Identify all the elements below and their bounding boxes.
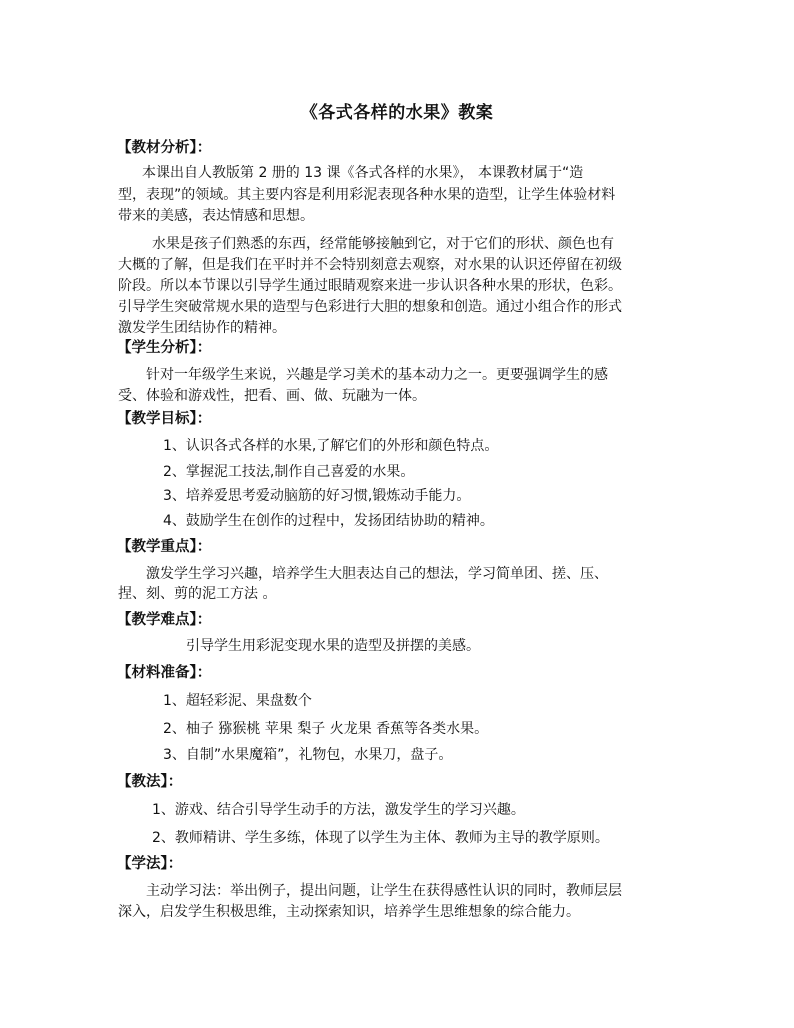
page-title: 《各式各样的水果》教案 — [300, 103, 494, 123]
list-item: 3、自制”水果魔箱”，礼物包，水果刀，盘子。 — [163, 747, 453, 763]
paragraph-line: 激发学生团结协作的精神。 — [118, 320, 286, 336]
paragraph-line: 大概的了解，但是我们在平时并不会特别刻意去观察，对水果的认识还停留在初级 — [118, 257, 622, 273]
paragraph-line: 引导学生突破常规水果的造型与色彩进行大胆的想象和创造。通过小组合作的形式 — [118, 299, 622, 315]
paragraph-line: 受、体验和游戏性，把看、画、做、玩融为一体。 — [118, 388, 426, 404]
heading-materials: 【材料准备】： — [117, 665, 212, 681]
heading-textbook-analysis: 【教材分析】： — [117, 140, 212, 156]
paragraph-line: 引导学生用彩泥变现水果的造型及拼摆的美感。 — [186, 638, 480, 654]
list-item: 1、超轻彩泥、果盘数个 — [163, 693, 312, 709]
paragraph-line: 阶段。所以本节课以引导学生通过眼睛观察来进一步认识各种水果的形状，色彩。 — [118, 278, 622, 294]
heading-teaching-method: 【教法】： — [117, 774, 183, 790]
paragraph-line: 深入，启发学生积极思维，主动探索知识，培养学生思维想象的综合能力。 — [118, 904, 580, 920]
list-item: 4、鼓励学生在创作的过程中，发扬团结协助的精神。 — [163, 513, 494, 529]
heading-teaching-goals: 【教学目标】： — [117, 411, 212, 427]
paragraph-line: 主动学习法：举出例子，提出问题，让学生在获得感性认识的同时，教师层层 — [146, 883, 622, 899]
list-item: 1、游戏、结合引导学生动手的方法，激发学生的学习兴趣。 — [152, 802, 525, 818]
list-item: 2、掌握泥工技法,制作自己喜爱的水果。 — [163, 464, 415, 480]
paragraph-line: 捏、刻、剪的泥工方法 。 — [118, 586, 277, 602]
list-item: 1、认识各式各样的水果,了解它们的外形和颜色特点。 — [163, 438, 499, 454]
paragraph-line: 针对一年级学生来说，兴趣是学习美术的基本动力之一。更要强调学生的感 — [146, 367, 608, 383]
paragraph-line: 带来的美感，表达情感和思想。 — [118, 208, 314, 224]
heading-learning-method: 【学法】： — [117, 856, 183, 872]
paragraph-line: 激发学生学习兴趣，培养学生大胆表达自己的想法，学习简单团、搓、压、 — [146, 566, 608, 582]
paragraph-line: 水果是孩子们熟悉的东西，经常能够接触到它，对于它们的形状、颜色也有 — [152, 236, 614, 252]
heading-key-points: 【教学重点】： — [117, 539, 212, 555]
paragraph-line: 型，表现”的领域。其主要内容是利用彩泥表现各种水果的造型，让学生体验材料 — [118, 187, 616, 203]
list-item: 3、培养爱思考爱动脑筋的好习惯,锻炼动手能力。 — [163, 488, 471, 504]
heading-difficulties: 【教学难点】： — [117, 612, 212, 628]
paragraph-line: 本课出自人教版第 2 册的 13 课《各式各样的水果》， 本课教材属于“造 — [142, 165, 584, 181]
list-item: 2、柚子 猕猴桃 苹果 梨子 火龙果 香蕉等各类水果。 — [163, 721, 489, 737]
list-item: 2、教师精讲、学生多练，体现了以学生为主体、教师为主导的教学原则。 — [152, 830, 609, 846]
heading-student-analysis: 【学生分析】： — [117, 340, 212, 356]
